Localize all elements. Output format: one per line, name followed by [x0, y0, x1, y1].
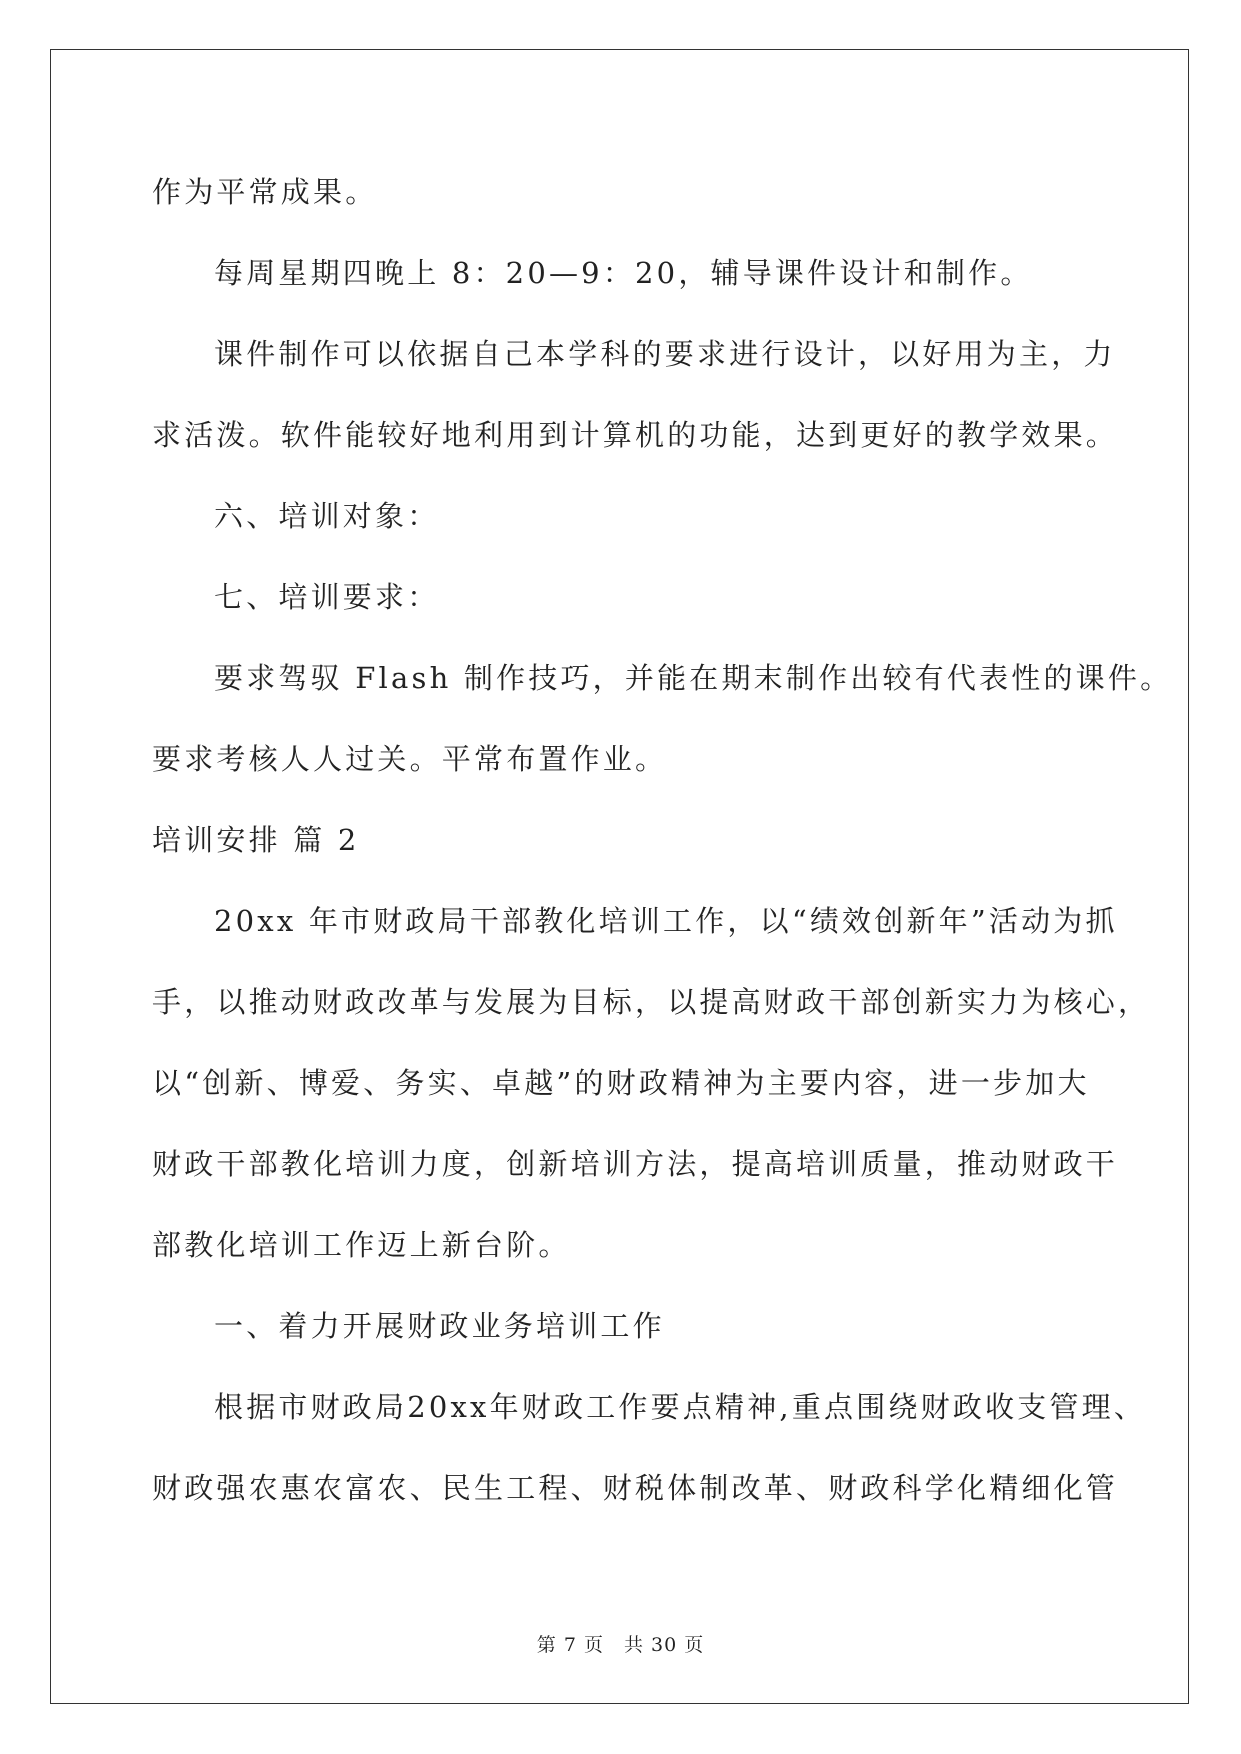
text-line-4: 求活泼。软件能较好地利用到计算机的功能，达到更好的教学效果。	[152, 418, 1119, 452]
text-line-13: 财政干部教化培训力度，创新培训方法，提高培训质量，推动财政干	[152, 1147, 1119, 1181]
text-line-11: 手，以推动财政改革与发展为目标，以提高财政干部创新实力为核心，	[152, 985, 1151, 1019]
text-line-8: 要求考核人人过关。平常布置作业。	[152, 742, 668, 776]
text-line-10: 20xx 年市财政局干部教化培训工作，以“绩效创新年”活动为抓	[214, 904, 1118, 938]
page-border	[50, 49, 1189, 1704]
text-line-5: 六、培训对象：	[214, 499, 440, 533]
text-line-15: 一、着力开展财政业务培训工作	[214, 1309, 665, 1343]
text-line-3: 课件制作可以依据自己本学科的要求进行设计，以好用为主，力	[214, 337, 1116, 371]
page-number-footer: 第 7 页 共 30 页	[536, 1634, 705, 1656]
section-heading: 培训安排 篇 2	[152, 823, 360, 857]
text-line-1: 作为平常成果。	[152, 175, 378, 209]
text-line-6: 七、培训要求：	[214, 580, 440, 614]
text-line-2: 每周星期四晚上 8：20—9：20，辅导课件设计和制作。	[214, 256, 1033, 290]
text-line-12: 以“创新、博爱、务实、卓越”的财政精神为主要内容，进一步加大	[152, 1066, 1090, 1100]
text-line-16: 根据市财政局20xx年财政工作要点精神,重点围绕财政收支管理、	[214, 1390, 1147, 1424]
text-line-17: 财政强农惠农富农、民生工程、财税体制改革、财政科学化精细化管	[152, 1471, 1119, 1505]
text-line-14: 部教化培训工作迈上新台阶。	[152, 1228, 571, 1262]
text-line-7: 要求驾驭 Flash 制作技巧，并能在期末制作出较有代表性的课件。	[214, 661, 1173, 695]
